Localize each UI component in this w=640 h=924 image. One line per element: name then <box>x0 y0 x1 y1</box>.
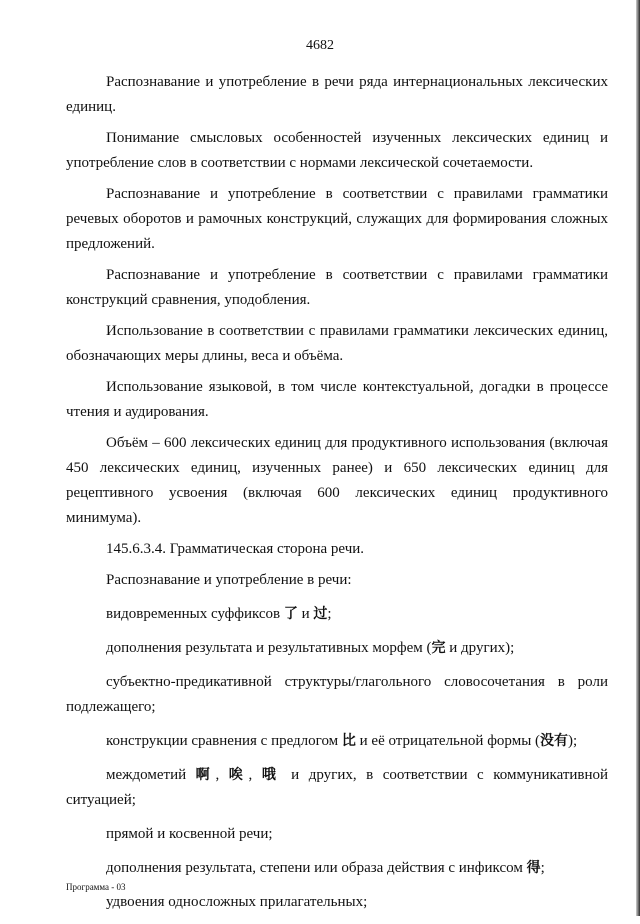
list-item: видовременных суффиксов 了 и 过; <box>106 606 332 622</box>
chinese-char: 唉 <box>228 767 249 783</box>
list-item: конструкции сравнения с предлогом 比 и её отрицательной формы (没有); <box>106 733 578 749</box>
list-item: прямой и косвенной речи; <box>106 826 273 842</box>
paragraph: Распознавание и употребление в соответствии с правилами грамматики конструкций сравнения, уподобления. <box>66 267 608 308</box>
list-item: дополнения результата, степени или образа действия с инфиксом 得; <box>106 860 545 876</box>
paragraph: Использование языковой, в том числе контекстуальной, догадки в процессе чтения и аудирования. <box>66 379 608 420</box>
chinese-char: 没有 <box>540 733 569 749</box>
paragraph: Распознавание и употребление в речи ряда интернациональных лексических единиц. <box>66 74 608 115</box>
paragraph: Распознавание и употребление в соответствии с правилами грамматики речевых оборотов и рамочных конструкций, служащих для формирования сложных предложений. <box>66 186 608 252</box>
footer-label: Программа - 03 <box>66 882 126 892</box>
chinese-char: 得 <box>526 860 541 876</box>
list-item: дополнения результата и результативных морфем (完 и других); <box>106 640 515 656</box>
paragraph: Распознавание и употребление в речи: <box>106 572 352 588</box>
paragraph: Понимание смысловых особенностей изученных лексических единиц и употребление слов в соответствии с нормами лексической сочетаемости. <box>66 130 608 171</box>
document-body <box>66 70 608 924</box>
list-item: субъектно-предикативной структуры/глагольного словосочетания в роли подлежащего; <box>66 674 608 715</box>
chinese-char: 啊 <box>195 767 216 783</box>
chinese-char: 哦 <box>261 767 282 783</box>
chinese-char: 比 <box>341 733 356 749</box>
paragraph: Объём – 600 лексических единиц для продуктивного использования (включая 450 лексических единиц, изученных ранее) и 650 лексических единиц для рецептивного усвоения (включая 600 лексических единиц продуктивного минимума). <box>66 435 608 526</box>
paragraph: Использование в соответствии с правилами грамматики лексических единиц, обозначающих меры длины, веса и объёма. <box>66 323 608 364</box>
chinese-char: 完 <box>431 640 446 656</box>
chinese-char: 过 <box>313 606 328 622</box>
scan-edge <box>636 0 640 916</box>
chinese-char: 了 <box>283 606 298 622</box>
list-item: удвоения односложных прилагательных; <box>106 894 368 910</box>
section-heading: 145.6.3.4. Грамматическая сторона речи. <box>106 541 365 557</box>
list-item: междометий 啊, 唉, 哦 и других, в соответствии с коммуникативной ситуацией; <box>66 767 609 808</box>
page-number: 4682 <box>306 38 334 53</box>
